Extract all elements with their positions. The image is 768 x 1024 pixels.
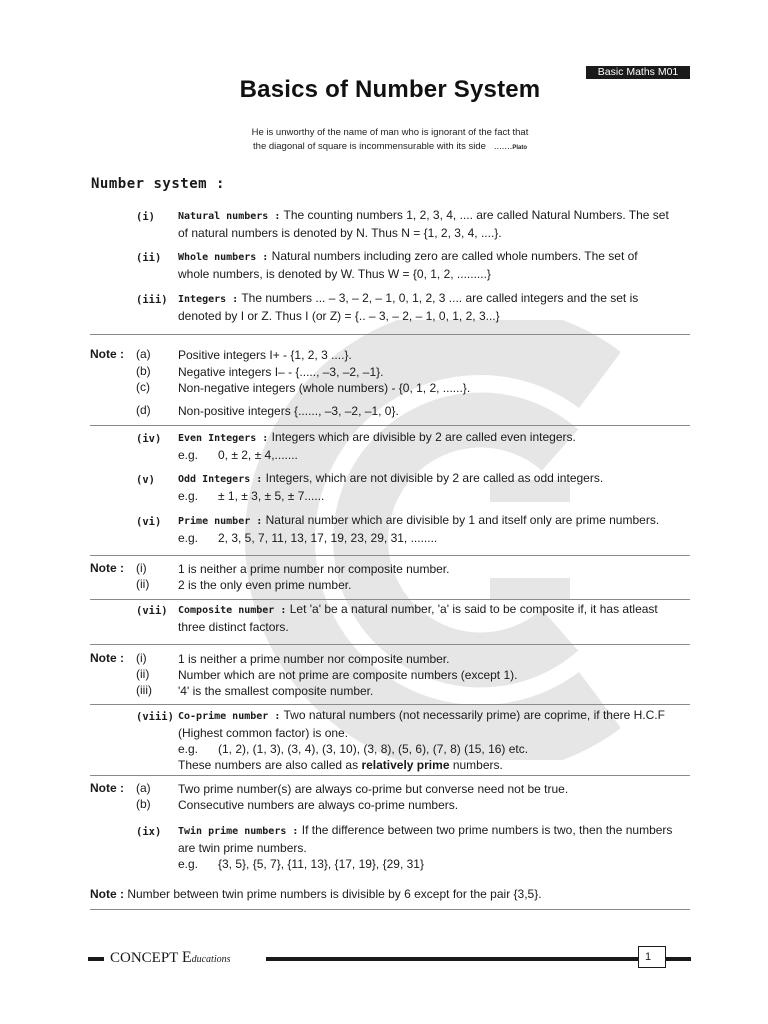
note-text: Negative integers I– - {....., –3, –2, –1}. xyxy=(178,365,384,379)
note-text: Non-negative integers (whole numbers) - {0, 1, 2, ......}. xyxy=(178,381,471,395)
item-text: (Highest common factor) is one. xyxy=(178,726,349,740)
note-mark: (i) xyxy=(136,561,147,575)
quote-line-1: He is unworthy of the name of man who is ignorant of the fact that xyxy=(251,127,529,138)
emphasis-text: relatively prime xyxy=(361,758,450,772)
note-text: Positive integers I+ - {1, 2, 3 ....}. xyxy=(178,348,352,362)
item-text: three distinct factors. xyxy=(178,620,289,634)
item-text: Let 'a' be a natural number, 'a' is said to be composite if, it has atleast xyxy=(289,602,658,616)
note-text: 1 is neither a prime number nor composite number. xyxy=(178,652,450,666)
item-label: Prime number : xyxy=(178,516,263,527)
item-text: The numbers ... – 3, – 2, – 1, 0, 1, 2, 3 .... are called integers and the set is xyxy=(241,291,639,305)
note-text: Number between twin prime numbers is divisible by 6 except for the pair {3,5}. xyxy=(127,887,542,901)
quote-line-2-text: the diagonal of square is incommensurable with its side xyxy=(253,141,486,152)
item-label: Composite number : xyxy=(178,605,287,616)
note-label: Note : xyxy=(90,887,124,901)
item-number: (vii) xyxy=(136,605,168,617)
item-number: (iii) xyxy=(136,294,168,306)
note-mark: (a) xyxy=(136,347,151,361)
eg-label: e.g. xyxy=(178,742,199,756)
page-number: 1 xyxy=(638,946,666,968)
eg-label: e.g. xyxy=(178,448,199,462)
note-label: Note : xyxy=(90,651,124,665)
divider xyxy=(90,425,690,426)
item-integers xyxy=(178,290,692,324)
item-label: Integers : xyxy=(178,294,239,305)
item-whole-numbers xyxy=(178,248,692,282)
item-twin-prime-numbers xyxy=(178,822,692,872)
item-text: Natural numbers including zero are called whole numbers. The set of xyxy=(271,249,638,263)
quote-author: Plato xyxy=(512,145,527,151)
item-text: These numbers are also called as xyxy=(178,758,362,772)
item-even-integers xyxy=(178,429,692,463)
item-text: denoted by I or Z. Thus I (or Z) = {.. – 3, – 2, – 1, 0, 1, 2, 3...} xyxy=(178,309,500,323)
item-text: Integers which are divisible by 2 are called even integers. xyxy=(271,430,576,444)
divider xyxy=(90,909,690,910)
note-text: Consecutive numbers are always co-prime numbers. xyxy=(178,798,459,812)
item-odd-integers xyxy=(178,470,692,504)
divider xyxy=(90,334,690,335)
brand-name: CONCEPT xyxy=(110,950,179,966)
item-text: numbers. xyxy=(449,758,503,772)
item-text: Natural number which are divisible by 1 and itself only are prime numbers. xyxy=(265,513,660,527)
note-label: Note : xyxy=(90,561,124,575)
note-twin-primes xyxy=(90,887,542,901)
note-mark: (ii) xyxy=(136,577,150,591)
quote-ellipsis: ....... xyxy=(493,141,513,152)
note-mark: (i) xyxy=(136,651,147,665)
note-mark: (iii) xyxy=(136,683,152,697)
item-number: (vi) xyxy=(136,516,162,528)
note-mark: (b) xyxy=(136,364,151,378)
item-number: (ii) xyxy=(136,252,162,264)
example-text: {3, 5}, {5, 7}, {11, 13}, {17, 19}, {29, 31} xyxy=(218,857,424,871)
item-number: (v) xyxy=(136,474,155,486)
item-number: (i) xyxy=(136,211,155,223)
example-text: 0, ± 2, ± 4,....... xyxy=(218,448,298,462)
item-number: (viii) xyxy=(136,711,174,723)
note-text: Two prime number(s) are always co-prime but converse need not be true. xyxy=(178,782,569,796)
note-mark: (ii) xyxy=(136,667,150,681)
item-text: The counting numbers 1, 2, 3, 4, .... are called Natural Numbers. The set xyxy=(283,208,669,222)
note-label: Note : xyxy=(90,781,124,795)
note-mark: (d) xyxy=(136,403,151,417)
divider xyxy=(90,775,690,776)
divider xyxy=(90,644,690,645)
brand-suffix: ducations xyxy=(191,954,231,965)
item-number: (iv) xyxy=(136,433,162,445)
eg-label: e.g. xyxy=(178,531,199,545)
divider xyxy=(90,704,690,705)
item-prime-number xyxy=(178,512,692,546)
item-label: Whole numbers : xyxy=(178,252,269,263)
example-text: ± 1, ± 3, ± 5, ± 7...... xyxy=(218,489,325,503)
note-label: Note : xyxy=(90,347,124,361)
divider xyxy=(90,555,690,556)
note-mark: (c) xyxy=(136,380,150,394)
brand-initial: E xyxy=(181,949,192,966)
eg-label: e.g. xyxy=(178,857,199,871)
module-tag: Basic Maths M01 xyxy=(586,66,690,79)
item-label: Twin prime numbers : xyxy=(178,826,299,837)
note-mark: (a) xyxy=(136,781,151,795)
item-text: of natural numbers is denoted by N. Thus N = {1, 2, 3, 4, ....}. xyxy=(178,226,502,240)
item-co-prime-number xyxy=(178,707,692,773)
item-label: Even Integers : xyxy=(178,433,269,444)
quote-line-2 xyxy=(0,141,768,152)
item-number: (ix) xyxy=(136,826,162,838)
item-natural-numbers xyxy=(178,207,692,241)
note-text: 2 is the only even prime number. xyxy=(178,578,352,592)
example-text: 2, 3, 5, 7, 11, 13, 17, 19, 23, 29, 31, ........ xyxy=(218,531,438,545)
item-label: Natural numbers : xyxy=(178,211,281,222)
note-text: Non-positive integers {......, –3, –2, –1, 0}. xyxy=(178,404,399,418)
note-mark: (b) xyxy=(136,797,151,811)
item-label: Co-prime number : xyxy=(178,711,281,722)
example-text: (1, 2), (1, 3), (3, 4), (3, 10), (3, 8), (5, 6), (7, 8) (15, 16) etc. xyxy=(218,742,529,756)
section-title: Number system : xyxy=(91,176,225,192)
item-composite-number xyxy=(178,601,692,635)
note-text: '4' is the smallest composite number. xyxy=(178,684,374,698)
page-title: Basics of Number System xyxy=(239,76,541,103)
item-text: If the difference between two prime numbers is two, then the numbers xyxy=(301,823,673,837)
item-text: Two natural numbers (not necessarily prime) are coprime, if there H.C.F xyxy=(283,708,665,722)
item-text: whole numbers, is denoted by W. Thus W = {0, 1, 2, .........} xyxy=(178,267,491,281)
item-text: Integers, which are not divisible by 2 are called as odd integers. xyxy=(265,471,604,485)
note-text: Number which are not prime are composite numbers (except 1). xyxy=(178,668,518,682)
item-text: are twin prime numbers. xyxy=(178,841,307,855)
note-text: 1 is neither a prime number nor composite number. xyxy=(178,562,450,576)
eg-label: e.g. xyxy=(178,489,199,503)
footer-brand xyxy=(104,947,266,969)
item-label: Odd Integers : xyxy=(178,474,263,485)
divider xyxy=(90,599,690,600)
